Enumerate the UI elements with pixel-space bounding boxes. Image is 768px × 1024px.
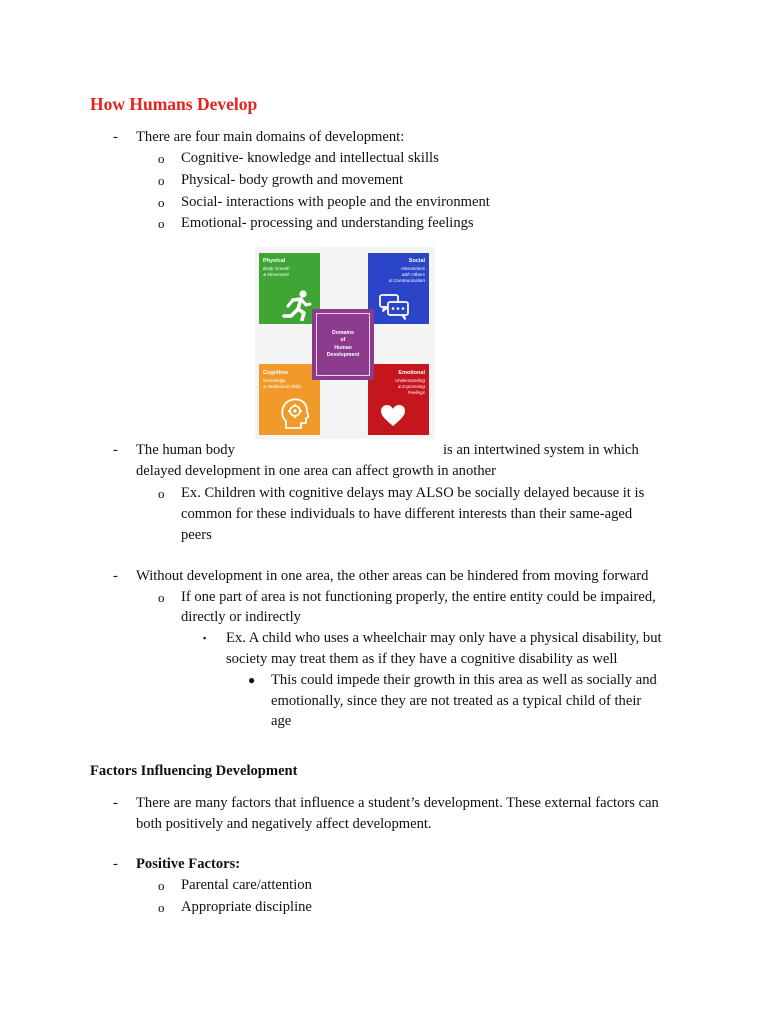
- bullet-square: ▪: [203, 633, 207, 643]
- example-text: Ex. A child who uses a wheelchair may only have a physical disability, but: [226, 630, 662, 646]
- running-person-icon: [279, 289, 313, 321]
- section-heading: Factors Influencing Development: [90, 763, 298, 779]
- body-text: emotionally, since they are not treated as a typical child of their: [271, 693, 642, 709]
- cognitive-title: Cognitive: [263, 370, 289, 376]
- domain-item: Emotional- processing and understanding feelings: [181, 215, 474, 231]
- social-title: Social: [408, 258, 425, 264]
- body-text: directly or indirectly: [181, 609, 301, 625]
- social-tile: [368, 253, 429, 324]
- body-text: Without development in one area, the other areas can be hindered from moving forward: [136, 568, 649, 584]
- social-sub: Interactions: [401, 266, 425, 271]
- body-text: both positively and negatively affect development.: [136, 816, 432, 832]
- page-title: How Humans Develop: [90, 94, 258, 114]
- bullet-dash: -: [113, 442, 118, 458]
- body-text: is an intertwined system in which: [443, 442, 639, 458]
- physical-title: Physical: [263, 258, 286, 264]
- example-text: society may treat them as if they have a cognitive disability as well: [226, 651, 618, 667]
- bullet-dot: ●: [248, 673, 256, 687]
- physical-tile: [259, 253, 320, 324]
- factor-item: Parental care/attention: [181, 877, 312, 893]
- center-tile: [312, 309, 374, 380]
- cognitive-tile: [259, 364, 320, 435]
- emotional-sub: Feelings: [407, 390, 425, 395]
- bullet-circle: o: [158, 216, 165, 231]
- social-sub: with Others: [401, 272, 425, 277]
- domains-intro: There are four main domains of development:: [136, 129, 405, 145]
- domain-item: Social- interactions with people and the environment: [181, 194, 490, 210]
- cognitive-sub: & Intellectual Skills: [263, 384, 302, 389]
- example-text: peers: [181, 527, 212, 543]
- bullet-circle: o: [158, 195, 165, 210]
- body-text: There are many factors that influence a student’s development. These external factors can: [136, 795, 659, 811]
- head-gear-icon: [279, 396, 309, 430]
- bullet-dash: -: [113, 568, 118, 584]
- domain-item: Cognitive- knowledge and intellectual skills: [181, 150, 439, 166]
- emotional-title: Emotional: [398, 370, 425, 376]
- bullet-dash: -: [113, 856, 118, 872]
- emotional-sub: & Expressing: [397, 384, 425, 389]
- bullet-circle: o: [158, 173, 165, 188]
- speech-bubbles-icon: [378, 293, 412, 321]
- domains-diagram: [255, 247, 435, 439]
- emotional-tile: [368, 364, 429, 435]
- bullet-circle: o: [158, 590, 165, 605]
- body-text: The human body: [136, 442, 235, 458]
- bullet-dash: -: [113, 129, 118, 145]
- body-text: delayed development in one area can affect growth in another: [136, 463, 496, 479]
- body-text: This could impede their growth in this area as well as socially and: [271, 672, 657, 688]
- bullet-circle: o: [158, 878, 165, 893]
- cognitive-sub: Knowledge: [263, 378, 286, 383]
- physical-sub: & Movement: [263, 272, 289, 277]
- domain-item: Physical- body growth and movement: [181, 172, 404, 188]
- heart-icon: [380, 404, 406, 428]
- body-text: If one part of area is not functioning properly, the entire entity could be impaired,: [181, 589, 656, 605]
- bullet-circle: o: [158, 900, 165, 915]
- positive-factors-title: Positive Factors:: [136, 856, 241, 872]
- bullet-dash: -: [113, 795, 118, 811]
- factor-item: Appropriate discipline: [181, 899, 312, 915]
- example-text: common for these individuals to have different interests than their same-aged: [181, 506, 633, 522]
- center-label: Domains of Human Development: [316, 313, 370, 376]
- body-text: age: [271, 713, 292, 729]
- bullet-circle: o: [158, 151, 165, 166]
- social-sub: & Communication: [388, 278, 425, 283]
- emotional-sub: Understanding: [395, 378, 425, 383]
- example-text: Ex. Children with cognitive delays may ALSO be socially delayed because it is: [181, 485, 645, 501]
- bullet-circle: o: [158, 486, 165, 501]
- physical-sub: Body Growth: [263, 266, 290, 271]
